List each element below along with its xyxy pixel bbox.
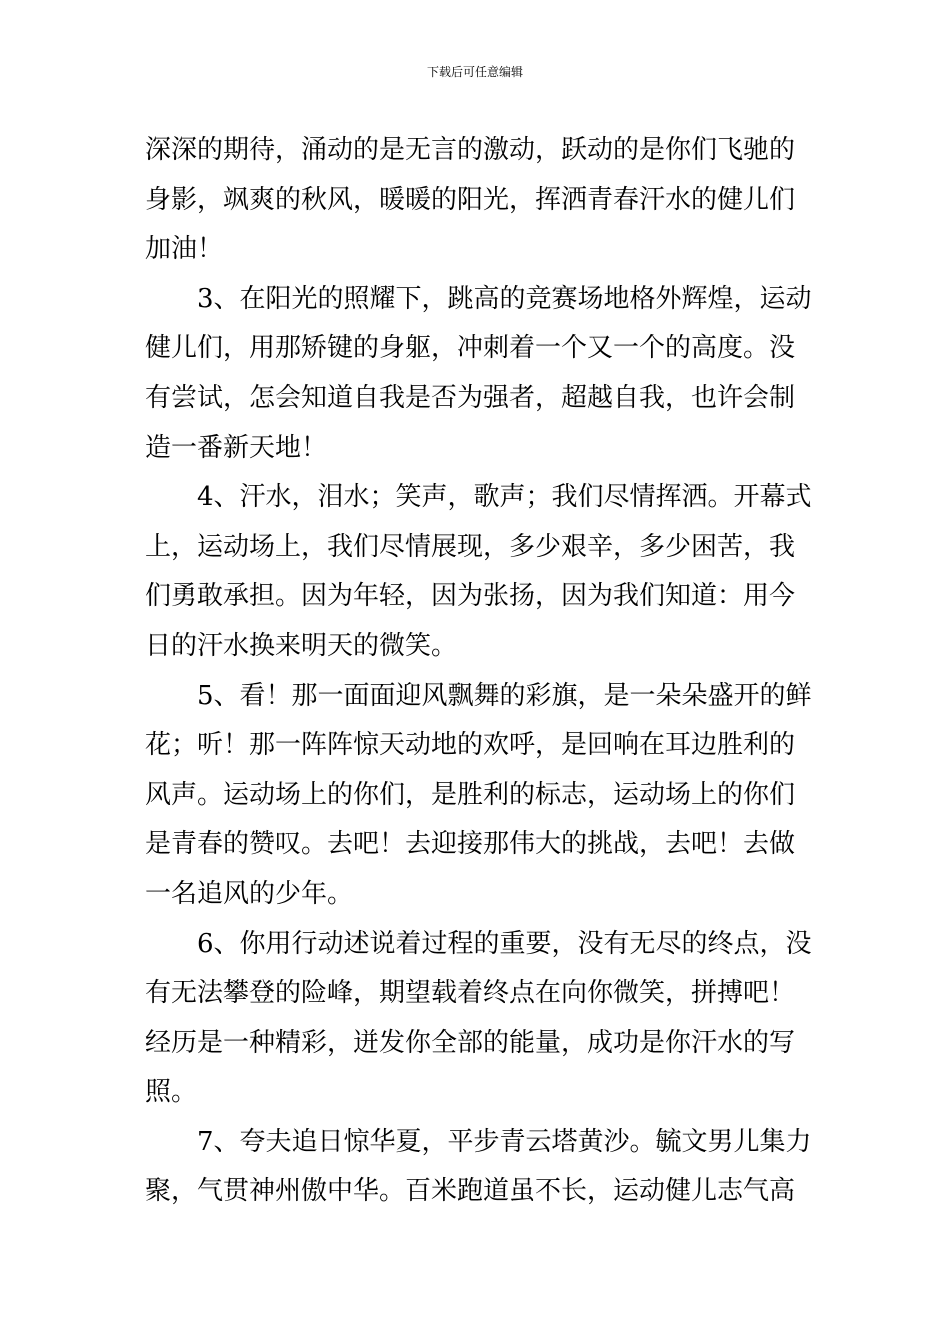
text-line: 照。 xyxy=(145,1077,198,1108)
text-line: 聚，气贯神州傲中华。百米跑道虽不长，运动健儿志气高 xyxy=(145,1176,796,1207)
text-line: 3、在阳光的照耀下，跳高的竞赛场地格外辉煌，运动 xyxy=(197,283,812,314)
text-line: 风声。运动场上的你们，是胜利的标志，运动场上的你们 xyxy=(145,779,796,810)
text-line: 们勇敢承担。因为年轻，因为张扬，因为我们知道：用今 xyxy=(145,581,796,612)
text-line: 加油！ xyxy=(145,234,224,265)
text-line: 一名追风的少年。 xyxy=(145,878,354,909)
text-line: 经历是一种精彩，迸发你全部的能量，成功是你汗水的写 xyxy=(145,1027,796,1058)
text-line: 造一番新天地！ xyxy=(145,432,328,463)
text-line: 有尝试，怎会知道自我是否为强者，超越自我，也许会制 xyxy=(145,382,796,413)
text-line: 健儿们，用那矫键的身躯，冲刺着一个又一个的高度。没 xyxy=(145,333,796,364)
text-line: 花；听！那一阵阵惊天动地的欢呼，是回响在耳边胜利的 xyxy=(145,730,796,761)
document-body xyxy=(145,126,812,1217)
text-line: 7、夸夫追日惊华夏，平步青云塔黄沙。毓文男儿集力 xyxy=(197,1126,812,1157)
text-line: 上，运动场上，我们尽情展现，多少艰辛，多少困苦，我 xyxy=(145,531,796,562)
text-line: 深深的期待，涌动的是无言的激动，跃动的是你们飞驰的 xyxy=(145,135,796,165)
text-line: 日的汗水换来明天的微笑。 xyxy=(145,630,458,661)
text-line: 6、你用行动述说着过程的重要，没有无尽的终点，没 xyxy=(197,928,812,959)
page-header: 下载后可任意编辑 xyxy=(426,65,523,79)
text-line: 是青春的赞叹。去吧！去迎接那伟大的挑战，去吧！去做 xyxy=(145,829,796,860)
text-line: 5、看！那一面面迎风飘舞的彩旗，是一朵朵盛开的鲜 xyxy=(197,680,812,711)
text-line: 有无法攀登的险峰，期望载着终点在向你微笑，拼搏吧！ xyxy=(145,978,796,1009)
text-line: 身影，飒爽的秋风，暖暖的阳光，挥洒青春汗水的健儿们 xyxy=(145,184,796,215)
text-line: 4、汗水，泪水；笑声，歌声；我们尽情挥洒。开幕式 xyxy=(197,482,812,513)
